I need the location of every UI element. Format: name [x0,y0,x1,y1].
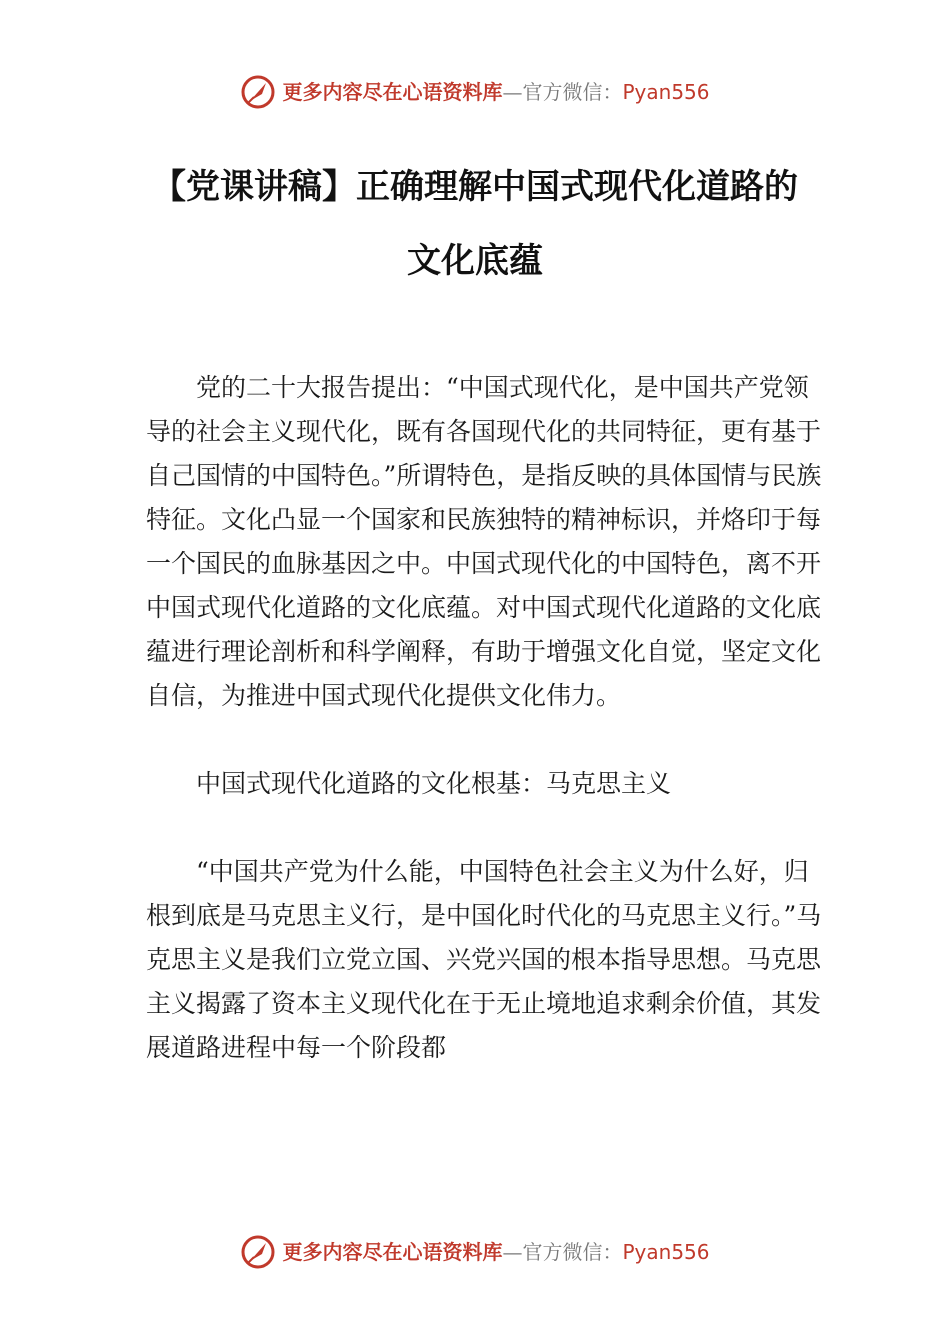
banner-site-name: 更多内容尽在心语资料库 [282,80,503,104]
section-heading: 中国式现代化道路的文化根基：马克思主义 [196,769,672,798]
banner-site-name: 更多内容尽在心语资料库 [282,1240,503,1264]
banner-wechat-id: Pyan556 [622,80,710,104]
banner-wechat-label: 官方微信： [522,80,623,104]
header-banner [0,72,950,112]
quill-pen-logo-icon [240,1234,276,1270]
paragraph-marxism: “中国共产党为什么能，中国特色社会主义为什么好，归根到底是马克思主义行，是中国化时代化的马克思主义行。”马克思主义是我们立党立国、兴党兴国的根本指导思想。马克思主义揭露了资本主义现代化在于无止境地追求剩余价值，其发展道路进程中每一个阶段都 [146,857,822,1062]
document-title [100,150,850,298]
banner-dash: — [502,1240,523,1264]
banner-text [282,1232,709,1272]
title-line-1: 【党课讲稿】正确理解中国式现代化道路的 [152,167,798,207]
document-body [146,366,826,1070]
banner-wechat-id: Pyan556 [622,1240,710,1264]
banner-dash: — [502,80,523,104]
banner-text [282,72,709,112]
title-line-2: 文化底蕴 [407,241,543,281]
footer-banner [0,1232,950,1272]
banner-wechat-label: 官方微信： [522,1240,623,1264]
paragraph-intro: 党的二十大报告提出：“中国式现代化，是中国共产党领导的社会主义现代化，既有各国现代化的共同特征，更有基于自己国情的中国特色。”所谓特色，是指反映的具体国情与民族特征。文化凸显一个国家和民族独特的精神标识，并烙印于每一个国民的血脉基因之中。中国式现代化的中国特色，离不开中国式现代化道路的文化底蕴。对中国式现代化道路的文化底蕴进行理论剖析和科学阐释，有助于增强文化自觉，坚定文化自信，为推进中国式现代化提供文化伟力。 [146,373,822,710]
quill-pen-logo-icon [240,74,276,110]
